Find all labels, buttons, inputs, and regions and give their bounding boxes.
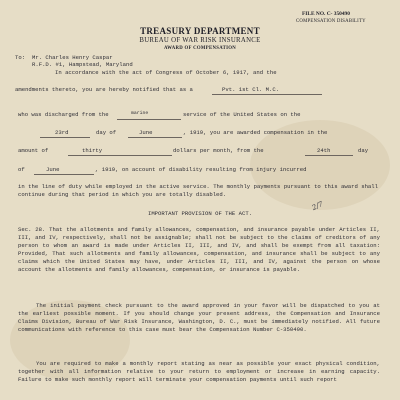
amount-label: amount of [18,147,49,154]
rank-underline [212,94,322,95]
file-type: COMPENSATION DISABILITY [296,19,366,24]
day-label: day of [96,129,117,136]
service-prefix: who was discharged from the [18,111,109,118]
discharge-month: June [139,129,153,136]
from-day: 24th [317,147,331,154]
section-28-paragraph: Sec. 28. That the allotments and family allowances, compensation, and insurance payable under Articles II, III, and IV, respectively, shall not be assignable; shall not be subject to the claims of creditors of any person to whom an award is made under Articles II, III, and IV, and shall be exempt from all taxation: Provided, That such allotments and family allowances, compensation, and insurance shall be subject to any claims which the United States may have, under Articles II, III, and IV, against the person on whose account the allotments and family allowances, compensation, or insurance is payable. [18,226,380,273]
recipient-name: Mr. Charles Henry Caspar [32,54,113,61]
branch-underline [117,119,181,120]
report-paragraph: You are required to make a monthly report stating as near as possible your exact physical condition, together with all information relative to your return to employment or increase in earning capacity. Failure to make such monthly report will terminate your compensation payments until such report [18,360,380,383]
service-branch: marine [131,111,149,116]
of-label: of [18,166,25,173]
day-word: day [358,147,369,154]
duty-paragraph: in the line of duty while employed in the active service. The monthly payments pursuant to this award shall continue during that period in which you are totally disabled. [18,183,378,198]
recipient-address: R.F.D. #1, Hampstead, Maryland [32,61,133,68]
department-title: TREASURY DEPARTMENT [140,26,260,36]
provision-heading: IMPORTANT PROVISION OF THE ACT. [147,210,253,217]
amount-suffix: dollars per month, from the [173,147,264,154]
payment-paragraph: The initial payment check pursuant to the award approved in your favor will be dispatched to you at the earliest possible moment. If you should change your present address, the Compensation and Insurance Claims Division, Bureau of War Risk Insurance, Washington, D. C., must be immediately notified. All future communications with reference to this case must bear the Compensation Number C-350490. [18,302,380,333]
from-month-underline [34,174,94,175]
file-number: FILE NO. C- 350490 [302,11,350,17]
amount-underline [68,155,172,156]
intro-text: In accordance with the act of Congress of October 6, 1917, and the [55,69,277,76]
year-text: , 1919, you are awarded compensation in the [183,129,328,136]
amount-value: thirty [82,147,103,154]
award-title: AWARD OF COMPENSATION [163,46,237,51]
discharge-day: 23rd [55,129,69,136]
from-day-underline [305,155,353,156]
day-underline [40,137,90,138]
to-label: To: [15,54,26,61]
service-suffix: service of the United States on the [183,111,301,118]
bureau-title: BUREAU OF WAR RISK INSURANCE [139,37,261,44]
rank-value: Pvt. 1st Cl. M.C. [222,86,280,93]
from-month: June [46,166,60,173]
handwritten-mark: 2/7 [310,199,325,213]
from-suffix: , 1919, on account of disability resulting from injury incurred [95,166,307,173]
month-underline [128,137,182,138]
amendments-text: amendments thereto, you are hereby notified that as a [15,86,193,93]
